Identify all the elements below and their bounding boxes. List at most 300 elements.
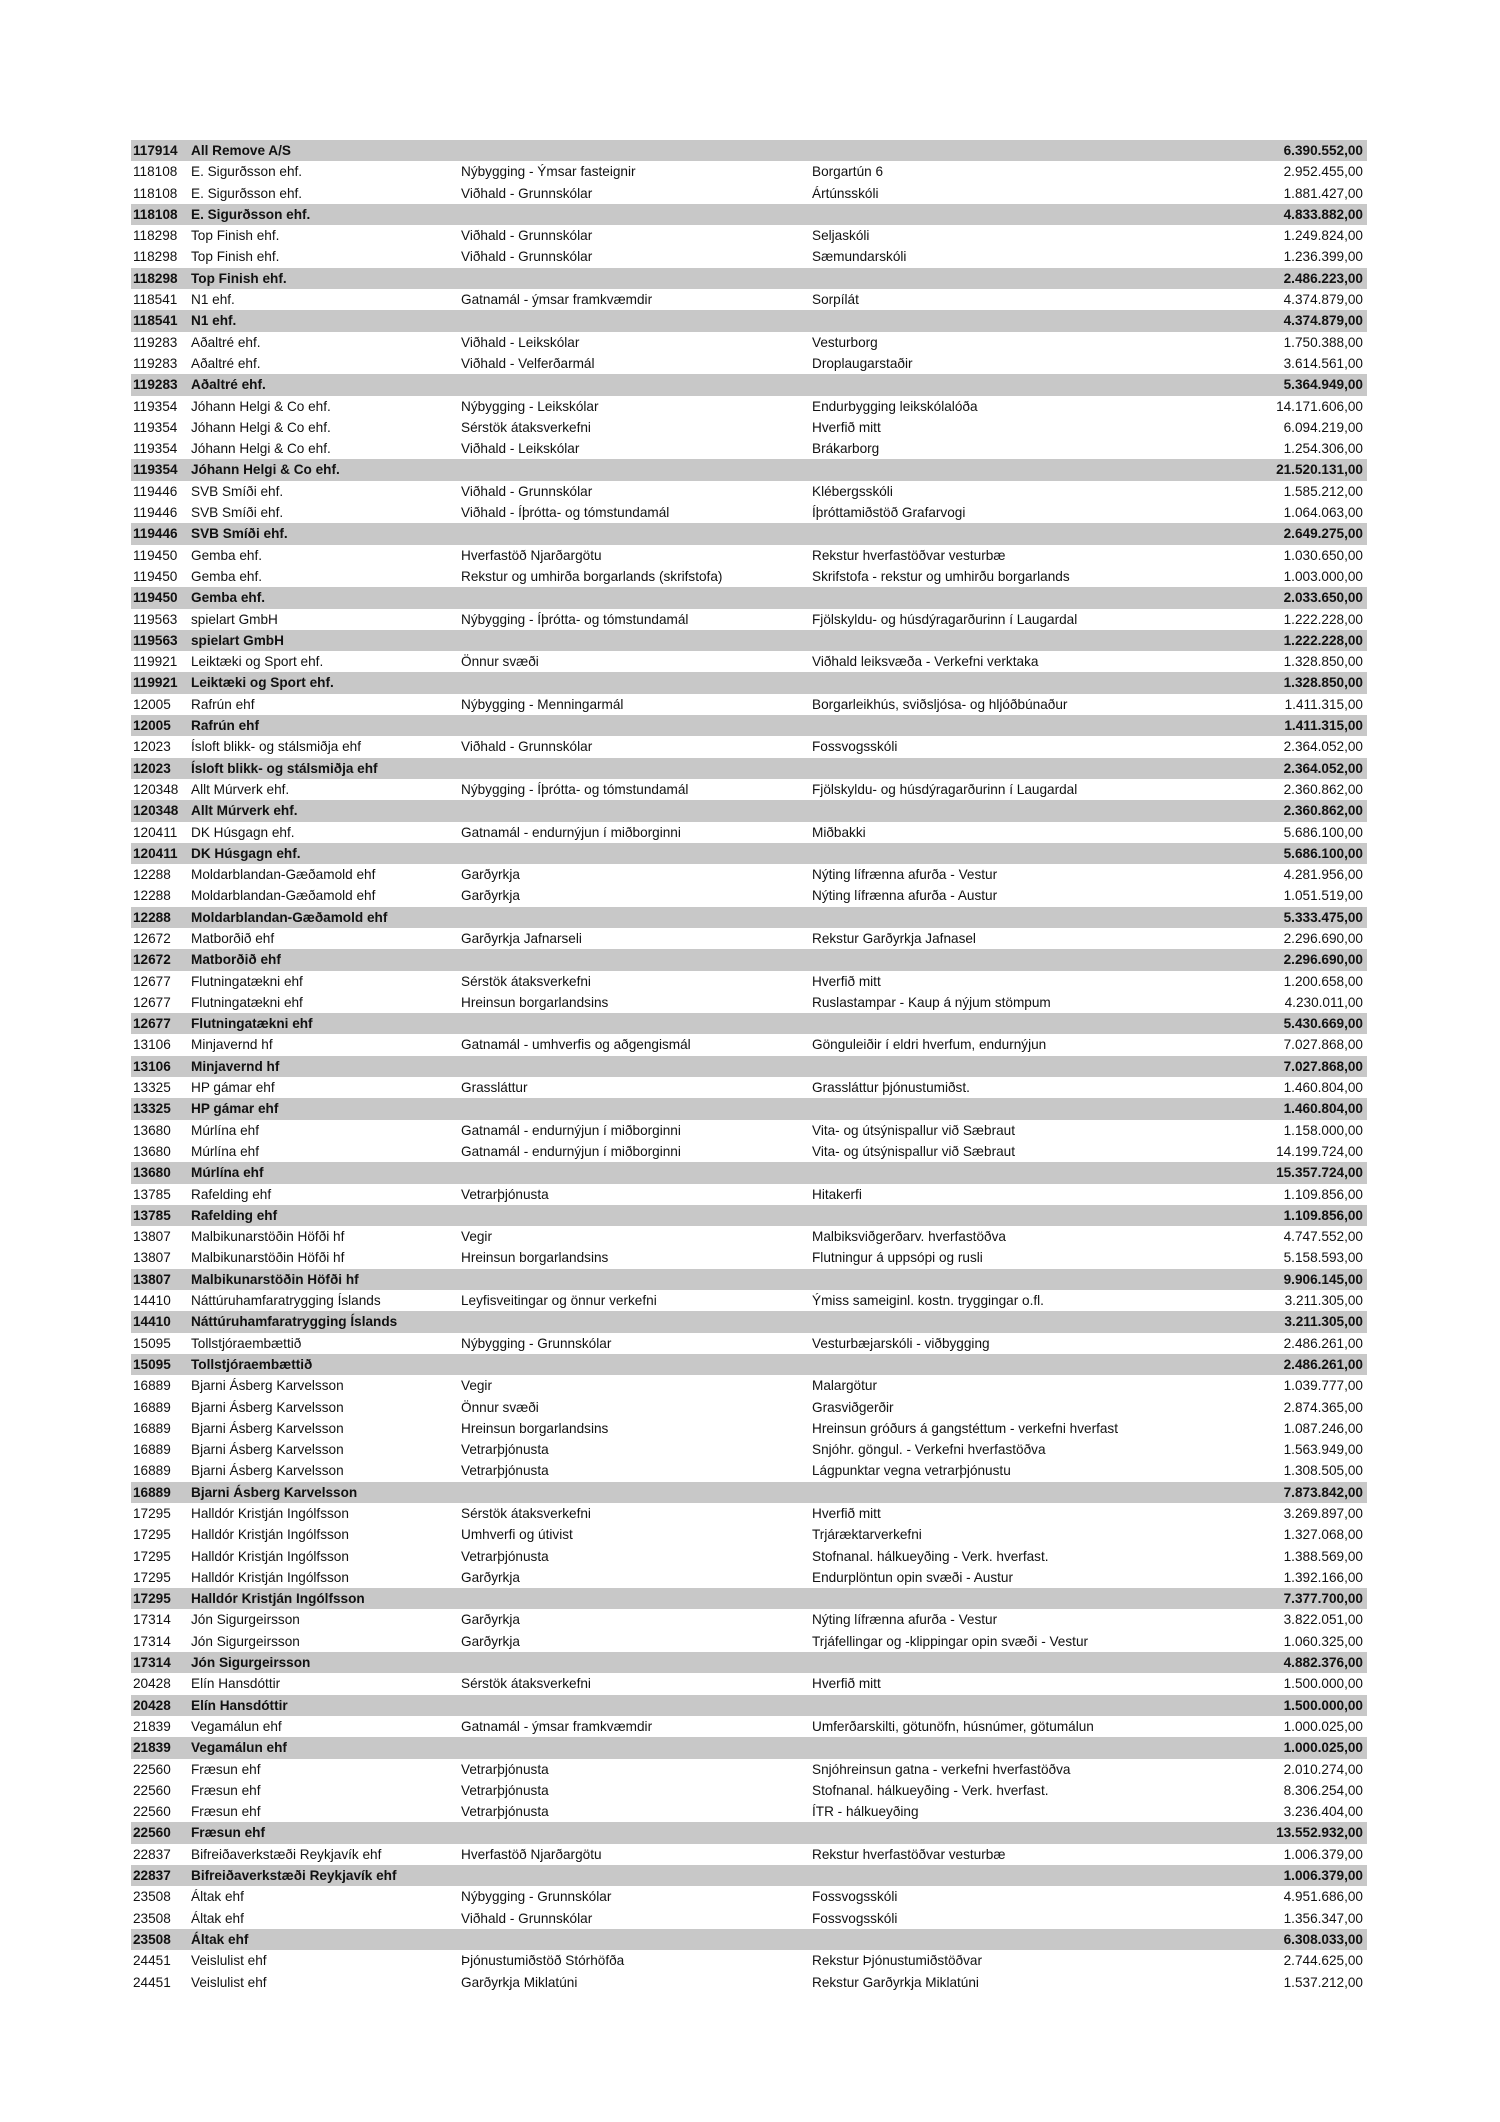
project: Rekstur Garðyrkja Miklatúni bbox=[812, 1974, 979, 1990]
project: Nýting lífrænna afurða - Vestur bbox=[812, 867, 998, 883]
vendor-id: 118298 bbox=[133, 249, 178, 265]
vendor-name: Náttúruhamfaratrygging Íslands bbox=[191, 1314, 398, 1330]
ledger-row bbox=[131, 183, 1367, 204]
vendor-id: 17295 bbox=[133, 1591, 171, 1607]
project: Grasviðgerðir bbox=[812, 1399, 894, 1415]
ledger-row bbox=[131, 864, 1367, 885]
project: Borgarleikhús, sviðsljósa- og hljóðbúnaður bbox=[812, 696, 1068, 712]
project: Trjáfellingar og -klippingar opin svæði - Vestur bbox=[812, 1633, 1089, 1649]
vendor-total-row bbox=[131, 1311, 1367, 1332]
amount: 1.254.306,00 bbox=[1283, 441, 1363, 457]
vendor-name: DK Húsgagn ehf. bbox=[191, 824, 295, 840]
category: Nýbygging - Leikskólar bbox=[461, 398, 599, 414]
ledger-row bbox=[131, 225, 1367, 246]
amount: 1.158.000,00 bbox=[1283, 1122, 1363, 1138]
category: Hverfastöð Njarðargötu bbox=[461, 1846, 602, 1862]
vendor-name: Fræsun ehf bbox=[191, 1804, 261, 1820]
amount: 1.563.949,00 bbox=[1283, 1442, 1363, 1458]
vendor-id: 17295 bbox=[133, 1527, 171, 1543]
ledger-row bbox=[131, 1503, 1367, 1524]
vendor-name: Rafelding ehf bbox=[191, 1207, 278, 1223]
ledger-row bbox=[131, 1034, 1367, 1055]
amount: 1.411.315,00 bbox=[1284, 718, 1363, 734]
category: Hverfastöð Njarðargötu bbox=[461, 547, 602, 563]
vendor-name: Moldarblandan-Gæðamold ehf bbox=[191, 867, 376, 883]
ledger-row bbox=[131, 1972, 1367, 1993]
amount: 6.094.219,00 bbox=[1283, 419, 1363, 435]
category: Gatnamál - endurnýjun í miðborginni bbox=[461, 824, 681, 840]
project: Sorpílát bbox=[812, 292, 859, 308]
project: Vita- og útsýnispallur við Sæbraut bbox=[812, 1122, 1016, 1138]
project: Malargötur bbox=[812, 1378, 877, 1394]
vendor-id: 22560 bbox=[133, 1782, 171, 1798]
category: Sérstök átaksverkefni bbox=[461, 1506, 591, 1521]
amount: 1.500.000,00 bbox=[1283, 1697, 1363, 1713]
amount: 3.822.051,00 bbox=[1283, 1612, 1363, 1628]
amount: 1.249.824,00 bbox=[1283, 228, 1363, 244]
amount: 2.486.261,00 bbox=[1283, 1356, 1363, 1372]
vendor-total-row bbox=[131, 1013, 1367, 1034]
amount: 4.951.686,00 bbox=[1283, 1889, 1363, 1905]
category: Gatnamál - endurnýjun í miðborginni bbox=[461, 1122, 681, 1138]
amount: 2.486.223,00 bbox=[1283, 270, 1363, 286]
vendor-total-row bbox=[131, 800, 1367, 821]
vendor-name: Bjarni Ásberg Karvelsson bbox=[191, 1463, 344, 1479]
vendor-id: 17314 bbox=[133, 1655, 171, 1671]
amount: 1.087.246,00 bbox=[1283, 1420, 1363, 1436]
category: Viðhald - Leikskólar bbox=[461, 441, 580, 457]
ledger-row bbox=[131, 1460, 1367, 1481]
vendor-id: 13785 bbox=[133, 1186, 171, 1202]
category: Nýbygging - Ýmsar fasteignir bbox=[461, 164, 636, 180]
vendor-name: Veislulist ehf bbox=[191, 1974, 267, 1990]
project: Viðhald leiksvæða - Verkefni verktaka bbox=[812, 654, 1039, 670]
vendor-id: 13325 bbox=[133, 1101, 171, 1117]
vendor-id: 16889 bbox=[133, 1378, 171, 1394]
ledger-row bbox=[131, 1950, 1367, 1971]
category: Viðhald - Velferðarmál bbox=[461, 355, 595, 371]
vendor-total-row bbox=[131, 630, 1367, 651]
vendor-name: Top Finish ehf. bbox=[191, 249, 280, 265]
vendor-name: Jóhann Helgi & Co ehf. bbox=[191, 419, 331, 435]
project: ÍTR - hálkueyðing bbox=[812, 1804, 919, 1820]
category: Grassláttur bbox=[461, 1080, 528, 1096]
ledger-row bbox=[131, 566, 1367, 587]
project: Hverfið mitt bbox=[812, 1506, 881, 1521]
vendor-name: Allt Múrverk ehf. bbox=[191, 781, 290, 797]
vendor-id: 12288 bbox=[133, 867, 171, 883]
vendor-id: 17295 bbox=[133, 1569, 171, 1585]
amount: 1.109.856,00 bbox=[1283, 1186, 1363, 1202]
amount: 1.585.212,00 bbox=[1283, 483, 1363, 499]
project: Ártúnsskóli bbox=[812, 185, 879, 201]
category: Viðhald - Grunnskólar bbox=[461, 228, 593, 244]
amount: 1.039.777,00 bbox=[1283, 1378, 1363, 1394]
vendor-id: 120348 bbox=[133, 781, 179, 797]
vendor-name: Ísloft blikk- og stálsmiðja ehf bbox=[191, 739, 361, 755]
vendor-id: 118298 bbox=[133, 228, 178, 244]
amount: 1.750.388,00 bbox=[1283, 334, 1363, 350]
ledger-row bbox=[131, 1397, 1367, 1418]
amount: 14.171.606,00 bbox=[1276, 398, 1363, 414]
vendor-total-row bbox=[131, 715, 1367, 736]
project: Fossvogsskóli bbox=[812, 1889, 898, 1905]
category: Nýbygging - Menningarmál bbox=[461, 696, 624, 712]
vendor-name: Bjarni Ásberg Karvelsson bbox=[191, 1484, 358, 1500]
vendor-name: Malbikunarstöðin Höfði hf bbox=[191, 1229, 345, 1245]
project: Ruslastampar - Kaup á nýjum stömpum bbox=[812, 994, 1051, 1010]
category: Garðyrkja bbox=[461, 867, 520, 883]
vendor-id: 119446 bbox=[133, 483, 178, 499]
vendor-total-row bbox=[131, 268, 1367, 289]
amount: 1.327.068,00 bbox=[1283, 1527, 1363, 1543]
amount: 1.881.427,00 bbox=[1283, 185, 1363, 201]
amount: 4.374.879,00 bbox=[1283, 292, 1363, 308]
vendor-name: Gemba ehf. bbox=[191, 568, 263, 584]
ledger-row bbox=[131, 1759, 1367, 1780]
amount: 4.374.879,00 bbox=[1283, 313, 1363, 329]
amount: 13.552.932,00 bbox=[1276, 1825, 1363, 1841]
vendor-id: 119450 bbox=[133, 568, 178, 584]
ledger-row bbox=[131, 1524, 1367, 1545]
category: Rekstur og umhirða borgarlands (skrifstofa) bbox=[461, 568, 723, 584]
vendor-total-row bbox=[131, 1588, 1367, 1609]
vendor-id: 118108 bbox=[133, 164, 178, 180]
amount: 4.833.882,00 bbox=[1283, 206, 1363, 222]
project: Miðbakki bbox=[812, 824, 866, 840]
project: Skrifstofa - rekstur og umhirðu borgarlands bbox=[812, 568, 1070, 584]
vendor-name: All Remove A/S bbox=[191, 143, 291, 158]
amount: 4.230.011,00 bbox=[1284, 994, 1363, 1010]
category: Viðhald - Leikskólar bbox=[461, 334, 580, 350]
project: Borgartún 6 bbox=[812, 164, 884, 180]
project: Hverfið mitt bbox=[812, 1676, 881, 1692]
vendor-id: 119354 bbox=[133, 462, 178, 478]
amount: 3.614.561,00 bbox=[1283, 355, 1363, 371]
category: Hreinsun borgarlandsins bbox=[461, 1420, 609, 1436]
project: Hitakerfi bbox=[812, 1186, 862, 1202]
category: Garðyrkja Miklatúni bbox=[461, 1974, 578, 1990]
vendor-id: 13106 bbox=[133, 1058, 171, 1074]
amount: 7.873.842,00 bbox=[1283, 1484, 1363, 1500]
amount: 2.296.690,00 bbox=[1283, 952, 1363, 968]
category: Nýbygging - Grunnskólar bbox=[461, 1335, 612, 1351]
ledger-row bbox=[131, 1780, 1367, 1801]
amount: 21.520.131,00 bbox=[1276, 462, 1363, 478]
vendor-total-row bbox=[131, 523, 1367, 544]
vendor-name: Flutningatækni ehf bbox=[191, 994, 303, 1010]
project: Vesturbæjarskóli - viðbygging bbox=[812, 1335, 990, 1351]
category: Nýbygging - Grunnskólar bbox=[461, 1889, 612, 1905]
project: Rekstur hverfastöðvar vesturbæ bbox=[812, 1846, 1006, 1862]
ledger-row bbox=[131, 353, 1367, 374]
category: Gatnamál - ýmsar framkvæmdir bbox=[461, 1718, 653, 1734]
ledger-row bbox=[131, 736, 1367, 757]
amount: 1.236.399,00 bbox=[1283, 249, 1363, 265]
amount: 1.200.658,00 bbox=[1283, 973, 1363, 989]
vendor-id: 119354 bbox=[133, 398, 178, 414]
vendor-name: N1 ehf. bbox=[191, 292, 235, 308]
vendor-name: Aðaltré ehf. bbox=[191, 355, 261, 371]
amount: 2.744.625,00 bbox=[1283, 1953, 1363, 1969]
vendor-name: Fræsun ehf bbox=[191, 1782, 261, 1798]
ledger-row bbox=[131, 822, 1367, 843]
vendor-id: 23508 bbox=[133, 1889, 171, 1905]
vendor-name: Elín Hansdóttir bbox=[191, 1697, 288, 1713]
vendor-id: 14410 bbox=[133, 1293, 171, 1309]
ledger-row bbox=[131, 1567, 1367, 1588]
vendor-name: Áltak ehf bbox=[191, 1910, 244, 1926]
vendor-name: Múrlína ehf bbox=[191, 1122, 260, 1138]
project: Sæmundarskóli bbox=[812, 249, 907, 265]
category: Garðyrkja bbox=[461, 1612, 520, 1628]
amount: 8.306.254,00 bbox=[1283, 1782, 1363, 1798]
vendor-id: 118108 bbox=[133, 185, 178, 201]
amount: 1.222.228,00 bbox=[1283, 632, 1363, 648]
vendor-name: Bifreiðaverkstæði Reykjavík ehf bbox=[191, 1868, 397, 1884]
vendor-id: 118108 bbox=[133, 206, 178, 222]
ledger-row bbox=[131, 1716, 1367, 1737]
vendor-id: 14410 bbox=[133, 1314, 171, 1330]
category: Garðyrkja Jafnarseli bbox=[461, 930, 582, 946]
project: Flutningur á uppsópi og rusli bbox=[812, 1250, 983, 1266]
vendor-id: 13807 bbox=[133, 1250, 171, 1266]
category: Garðyrkja bbox=[461, 1569, 520, 1585]
vendor-name: E. Sigurðsson ehf. bbox=[191, 206, 311, 222]
project: Trjáræktarverkefni bbox=[812, 1527, 922, 1543]
project: Seljaskóli bbox=[812, 228, 870, 244]
amount: 5.430.669,00 bbox=[1283, 1016, 1363, 1032]
project: Stofnanal. hálkueyðing - Verk. hverfast. bbox=[812, 1548, 1049, 1564]
ledger-row bbox=[131, 1333, 1367, 1354]
vendor-name: Vegamálun ehf bbox=[191, 1740, 287, 1756]
vendor-name: Halldór Kristján Ingólfsson bbox=[191, 1527, 349, 1543]
project: Hreinsun gróðurs á gangstéttum - verkefni hverfast bbox=[812, 1420, 1119, 1436]
vendor-total-row bbox=[131, 1929, 1367, 1950]
vendor-name: Áltak ehf bbox=[191, 1889, 244, 1905]
ledger-row bbox=[131, 885, 1367, 906]
amount: 5.686.100,00 bbox=[1283, 824, 1363, 840]
project: Íþróttamiðstöð Grafarvogi bbox=[812, 505, 966, 521]
vendor-name: Bjarni Ásberg Karvelsson bbox=[191, 1378, 344, 1394]
vendor-name: Halldór Kristján Ingólfsson bbox=[191, 1591, 365, 1607]
project: Brákarborg bbox=[812, 441, 880, 457]
vendor-total-row bbox=[131, 1652, 1367, 1673]
vendor-total-row bbox=[131, 672, 1367, 693]
vendor-total-row bbox=[131, 758, 1367, 779]
vendor-id: 21839 bbox=[133, 1740, 171, 1756]
category: Garðyrkja bbox=[461, 888, 520, 904]
ledger-row bbox=[131, 161, 1367, 182]
vendor-name: Ísloft blikk- og stálsmiðja ehf bbox=[191, 760, 378, 776]
ledger-row bbox=[131, 396, 1367, 417]
vendor-id: 22837 bbox=[133, 1846, 171, 1862]
vendor-name: Gemba ehf. bbox=[191, 547, 263, 563]
amount: 5.333.475,00 bbox=[1283, 909, 1363, 925]
vendor-name: Tollstjóraembættið bbox=[191, 1356, 313, 1372]
vendor-total-row bbox=[131, 374, 1367, 395]
vendor-name: spielart GmbH bbox=[191, 611, 278, 627]
project: Umferðarskilti, götunöfn, húsnúmer, götumálun bbox=[812, 1718, 1094, 1734]
category: Vetrarþjónusta bbox=[461, 1782, 549, 1798]
vendor-total-row bbox=[131, 1162, 1367, 1183]
amount: 2.033.650,00 bbox=[1283, 590, 1363, 606]
project: Ýmiss sameiginl. kostn. tryggingar o.fl. bbox=[812, 1293, 1044, 1309]
project: Gönguleiðir í eldri hverfum, endurnýjun bbox=[812, 1037, 1047, 1053]
vendor-id: 119354 bbox=[133, 441, 178, 457]
vendor-id: 119563 bbox=[133, 611, 178, 627]
vendor-id: 21839 bbox=[133, 1718, 171, 1734]
project: Rekstur hverfastöðvar vesturbæ bbox=[812, 547, 1006, 563]
project: Lágpunktar vegna vetrarþjónustu bbox=[812, 1463, 1011, 1479]
category: Sérstök átaksverkefni bbox=[461, 1676, 591, 1692]
vendor-name: Veislulist ehf bbox=[191, 1953, 267, 1969]
vendor-id: 15095 bbox=[133, 1335, 171, 1351]
project: Stofnanal. hálkueyðing - Verk. hverfast. bbox=[812, 1782, 1049, 1798]
project: Hverfið mitt bbox=[812, 419, 881, 435]
vendor-name: HP gámar ehf bbox=[191, 1080, 275, 1096]
vendor-total-row bbox=[131, 1269, 1367, 1290]
vendor-id: 16889 bbox=[133, 1484, 171, 1500]
amount: 1.051.519,00 bbox=[1283, 888, 1363, 904]
vendor-id: 20428 bbox=[133, 1697, 171, 1713]
amount: 4.747.552,00 bbox=[1283, 1229, 1363, 1245]
project: Endurbygging leikskólalóða bbox=[812, 398, 978, 414]
category: Sérstök átaksverkefni bbox=[461, 973, 591, 989]
vendor-total-row bbox=[131, 907, 1367, 928]
ledger-row bbox=[131, 1290, 1367, 1311]
amount: 2.952.455,00 bbox=[1283, 164, 1363, 180]
ledger-row bbox=[131, 1226, 1367, 1247]
project: Hverfið mitt bbox=[812, 973, 881, 989]
vendor-name: Matborðið ehf bbox=[191, 930, 275, 946]
vendor-name: Gemba ehf. bbox=[191, 590, 266, 606]
amount: 9.906.145,00 bbox=[1283, 1271, 1363, 1287]
project: Fjölskyldu- og húsdýragarðurinn í Laugardal bbox=[812, 611, 1078, 627]
amount: 5.364.949,00 bbox=[1283, 377, 1363, 393]
ledger-row bbox=[131, 1546, 1367, 1567]
vendor-total-row bbox=[131, 1098, 1367, 1119]
vendor-total-row bbox=[131, 843, 1367, 864]
project: Rekstur Þjónustumiðstöðvar bbox=[812, 1953, 982, 1969]
vendor-id: 17295 bbox=[133, 1506, 171, 1521]
amount: 1.460.804,00 bbox=[1283, 1101, 1363, 1117]
amount: 7.377.700,00 bbox=[1283, 1591, 1363, 1607]
vendor-id: 13807 bbox=[133, 1271, 171, 1287]
vendor-id: 16889 bbox=[133, 1442, 171, 1458]
vendor-id: 17314 bbox=[133, 1612, 171, 1628]
amount: 1.411.315,00 bbox=[1284, 696, 1363, 712]
ledger-row bbox=[131, 651, 1367, 672]
vendor-id: 119354 bbox=[133, 419, 178, 435]
vendor-id: 12672 bbox=[133, 952, 171, 968]
ledger-row bbox=[131, 1844, 1367, 1865]
amount: 1.328.850,00 bbox=[1283, 654, 1363, 670]
amount: 1.000.025,00 bbox=[1283, 1718, 1363, 1734]
vendor-id: 24451 bbox=[133, 1974, 171, 1990]
vendor-name: Fræsun ehf bbox=[191, 1825, 266, 1841]
category: Viðhald - Grunnskólar bbox=[461, 185, 593, 201]
vendor-name: Jóhann Helgi & Co ehf. bbox=[191, 462, 340, 478]
project: Nýting lífrænna afurða - Austur bbox=[812, 888, 998, 904]
vendor-id: 13680 bbox=[133, 1122, 171, 1138]
vendor-id: 16889 bbox=[133, 1420, 171, 1436]
vendor-total-row bbox=[131, 1737, 1367, 1758]
vendor-id: 23508 bbox=[133, 1931, 171, 1947]
amount: 1.222.228,00 bbox=[1283, 611, 1363, 627]
vendor-id: 17314 bbox=[133, 1633, 171, 1649]
vendor-name: Moldarblandan-Gæðamold ehf bbox=[191, 888, 376, 904]
vendor-id: 12005 bbox=[133, 696, 171, 712]
vendor-id: 22560 bbox=[133, 1825, 171, 1841]
ledger-row bbox=[131, 289, 1367, 310]
ledger-row bbox=[131, 609, 1367, 630]
amount: 3.211.305,00 bbox=[1284, 1293, 1363, 1309]
project: Droplaugarstaðir bbox=[812, 355, 913, 371]
vendor-name: Matborðið ehf bbox=[191, 952, 281, 968]
vendor-name: Leiktæki og Sport ehf. bbox=[191, 654, 324, 670]
vendor-name: Malbikunarstöðin Höfði hf bbox=[191, 1250, 345, 1266]
project: Snjóhr. göngul. - Verkefni hverfastöðva bbox=[812, 1442, 1046, 1458]
ledger-row bbox=[131, 1077, 1367, 1098]
category: Vetrarþjónusta bbox=[461, 1463, 549, 1479]
vendor-name: Múrlína ehf bbox=[191, 1165, 264, 1181]
amount: 2.360.862,00 bbox=[1283, 781, 1363, 797]
vendor-id: 12023 bbox=[133, 739, 171, 755]
vendor-id: 118541 bbox=[133, 292, 178, 308]
vendor-total-row bbox=[131, 587, 1367, 608]
vendor-id: 119563 bbox=[133, 632, 178, 648]
project: Grassláttur þjónustumiðst. bbox=[812, 1080, 970, 1096]
vendor-name: Elín Hansdóttir bbox=[191, 1676, 281, 1692]
project: Vesturborg bbox=[812, 334, 878, 350]
vendor-id: 12288 bbox=[133, 888, 171, 904]
project: Fjölskyldu- og húsdýragarðurinn í Laugardal bbox=[812, 781, 1078, 797]
vendor-name: Bjarni Ásberg Karvelsson bbox=[191, 1442, 344, 1458]
category: Önnur svæði bbox=[461, 654, 539, 670]
vendor-id: 13106 bbox=[133, 1037, 171, 1053]
vendor-id: 13785 bbox=[133, 1207, 171, 1223]
vendor-id: 12677 bbox=[133, 1016, 171, 1032]
project: Rekstur Garðyrkja Jafnasel bbox=[812, 930, 976, 946]
ledger-row bbox=[131, 928, 1367, 949]
vendor-name: Bjarni Ásberg Karvelsson bbox=[191, 1420, 344, 1436]
vendor-name: Bifreiðaverkstæði Reykjavík ehf bbox=[191, 1846, 382, 1862]
amount: 2.360.862,00 bbox=[1283, 803, 1363, 819]
vendor-id: 12005 bbox=[133, 718, 171, 734]
amount: 2.649.275,00 bbox=[1283, 526, 1363, 542]
ledger-row bbox=[131, 1184, 1367, 1205]
amount: 1.500.000,00 bbox=[1283, 1676, 1363, 1692]
vendor-total-row bbox=[131, 1056, 1367, 1077]
project: Klébergsskóli bbox=[812, 483, 893, 499]
amount: 1.392.166,00 bbox=[1283, 1569, 1363, 1585]
amount: 4.882.376,00 bbox=[1283, 1655, 1363, 1671]
vendor-id: 13680 bbox=[133, 1143, 171, 1159]
vendor-total-row bbox=[131, 949, 1367, 970]
amount: 1.000.025,00 bbox=[1283, 1740, 1363, 1756]
vendor-name: Múrlína ehf bbox=[191, 1143, 260, 1159]
amount: 2.010.274,00 bbox=[1283, 1761, 1363, 1777]
vendor-name: Minjavernd hf bbox=[191, 1037, 273, 1053]
amount: 1.030.650,00 bbox=[1283, 547, 1363, 563]
vendor-name: Halldór Kristján Ingólfsson bbox=[191, 1548, 349, 1564]
vendor-total-row bbox=[131, 1205, 1367, 1226]
vendor-id: 23508 bbox=[133, 1910, 171, 1926]
vendor-id: 119921 bbox=[133, 654, 178, 670]
category: Leyfisveitingar og önnur verkefni bbox=[461, 1293, 657, 1309]
ledger-row bbox=[131, 694, 1367, 715]
